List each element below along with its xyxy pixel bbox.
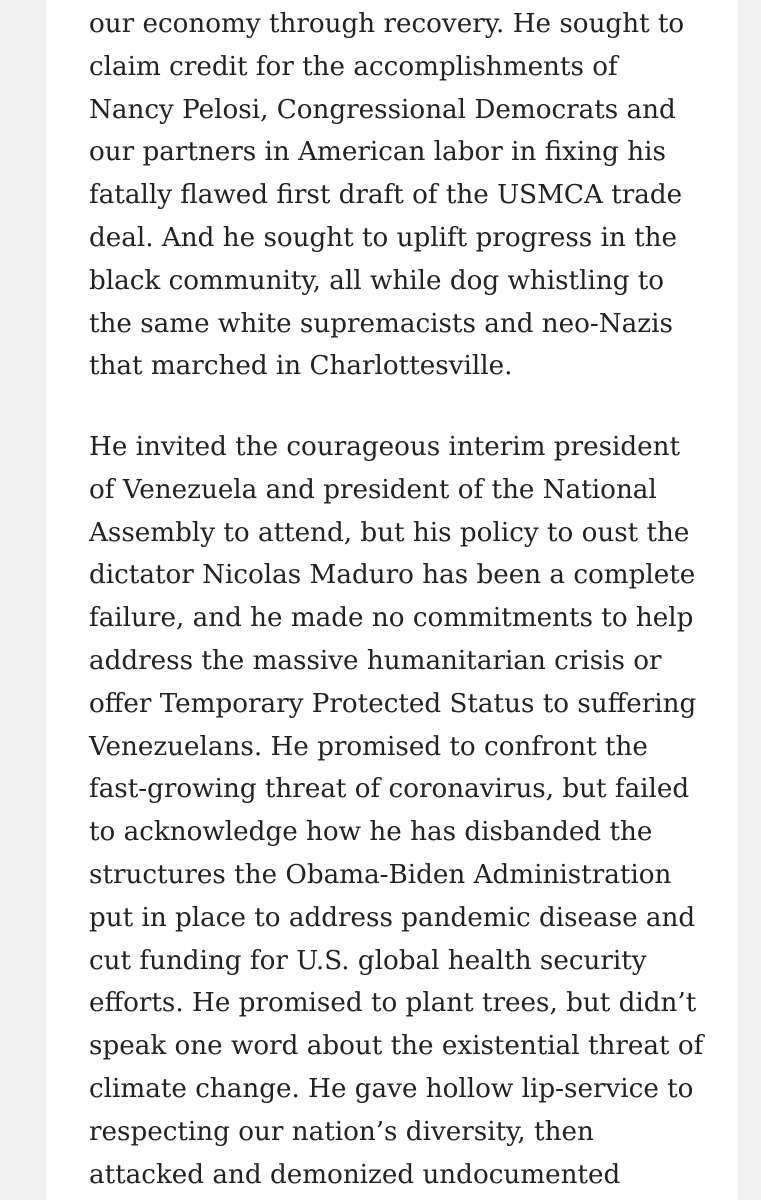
paragraph-line: black community, all while dog whistling to: [89, 265, 665, 296]
paragraph-line: that marched in Charlottesville.: [89, 351, 513, 382]
paragraph-line: claim credit for the accomplishments of: [89, 51, 618, 82]
paragraph-line: our economy through recovery. He sought to: [89, 9, 685, 39]
paragraph-line: cut funding for U.S. global health security: [89, 945, 647, 976]
article-paragraph-1: [89, 3, 684, 388]
paragraph-line: structures the Obama-Biden Administration: [89, 859, 672, 890]
paragraph-line: efforts. He promised to plant trees, but didn’t: [89, 988, 697, 1019]
paragraph-line: respecting our nation’s diversity, then: [89, 1116, 594, 1147]
paragraph-line: dictator Nicolas Maduro has been a complete: [89, 560, 696, 591]
paragraph-line: Venezuelans. He promised to confront the: [89, 731, 648, 762]
paragraph-line: our partners in American labor in fixing his: [89, 137, 666, 168]
paragraph-line: Assembly to attend, but his policy to oust the: [89, 517, 690, 548]
paragraph-line: offer Temporary Protected Status to suffering: [89, 688, 697, 719]
paragraph-line: fatally flawed first draft of the USMCA trade: [89, 180, 683, 211]
paragraph-line: fast-growing threat of coronavirus, but failed: [89, 774, 690, 805]
paragraph-line: Nancy Pelosi, Congressional Democrats and: [89, 94, 676, 125]
paragraph-line: failure, and he made no commitments to help: [89, 603, 694, 634]
paragraph-line: deal. And he sought to uplift progress in the: [89, 222, 678, 253]
paragraph-line: attacked and demonized undocumented: [89, 1159, 621, 1190]
paragraph-line: the same white supremacists and neo-Nazis: [89, 308, 673, 339]
paragraph-line: address the massive humanitarian crisis or: [89, 645, 662, 676]
article-paragraph-2: [89, 426, 703, 1196]
paragraph-line: to acknowledge how he has disbanded the: [89, 817, 653, 848]
paragraph-line: climate change. He gave hollow lip-service to: [89, 1073, 694, 1104]
paragraph-line: He invited the courageous interim president: [89, 432, 681, 462]
article-page: [46, 0, 738, 1200]
paragraph-line: of Venezuela and president of the National: [89, 474, 657, 505]
paragraph-line: put in place to address pandemic disease and: [89, 902, 696, 933]
paragraph-line: speak one word about the existential threat of: [89, 1031, 704, 1062]
